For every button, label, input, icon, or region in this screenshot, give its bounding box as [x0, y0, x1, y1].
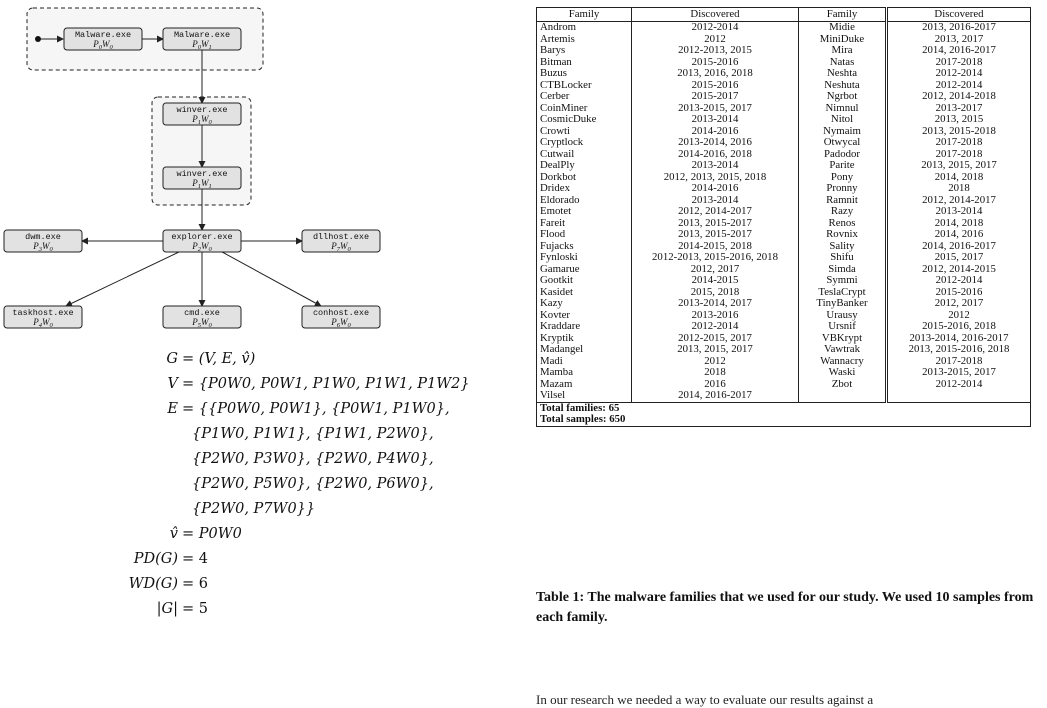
- cell-family-2: Padodor: [799, 149, 887, 161]
- cell-discovered-1: 2013, 2015-2017: [632, 218, 799, 230]
- cell-family-1: Gootkit: [537, 275, 632, 287]
- header-discovered-1: Discovered: [632, 8, 799, 22]
- cell-family-1: Mamba: [537, 367, 632, 379]
- cell-discovered-1: 2012, 2017: [632, 264, 799, 276]
- node-process-name: cmd.exe: [184, 308, 220, 318]
- formula-e-cont-1: {P1W0, P1W1}, {P1W1, P2W0},: [192, 426, 434, 442]
- cell-discovered-2: 2012-2014: [887, 379, 1031, 391]
- cell-discovered-2: 2012-2014: [887, 80, 1031, 92]
- cell-family-1: Kovter: [537, 310, 632, 322]
- cell-discovered-2: 2015, 2017: [887, 252, 1031, 264]
- cell-family-2: [799, 390, 887, 402]
- cell-discovered-2: 2012: [887, 310, 1031, 322]
- formula-root-rhs: = P0W0: [182, 526, 242, 542]
- body-text-partial: In our research we needed a way to evaluate our results against a: [536, 692, 874, 707]
- total-samples-row: [537, 414, 1031, 426]
- cell-family-2: Parite: [799, 160, 887, 172]
- node-label: $P_3W_0$: [33, 241, 53, 253]
- cell-discovered-1: 2015-2017: [632, 91, 799, 103]
- cell-discovered-2: 2012-2014: [887, 275, 1031, 287]
- formula-pd-lhs: PD(G): [133, 551, 178, 567]
- node-label: $P_0W_1$: [192, 39, 212, 51]
- table-row: [537, 229, 1031, 241]
- cell-family-1: Bitman: [537, 57, 632, 69]
- header-family-2: Family: [799, 8, 887, 22]
- table-row: [537, 183, 1031, 195]
- cell-family-1: Vilsel: [537, 390, 632, 402]
- cell-discovered-2: 2013-2014: [887, 206, 1031, 218]
- cell-family-2: VBKrypt: [799, 333, 887, 345]
- cell-discovered-1: 2015, 2018: [632, 287, 799, 299]
- cell-discovered-1: 2014-2016: [632, 183, 799, 195]
- node-process-name: dllhost.exe: [312, 232, 370, 242]
- cell-discovered-2: 2012, 2014-2017: [887, 195, 1031, 207]
- formula-size-rhs: = 5: [182, 601, 208, 617]
- cell-discovered-1: 2012: [632, 356, 799, 368]
- cell-family-2: Waski: [799, 367, 887, 379]
- cell-family-2: Nimnul: [799, 103, 887, 115]
- cell-family-2: Midie: [799, 22, 887, 34]
- cell-family-2: Pony: [799, 172, 887, 184]
- cell-discovered-2: 2013, 2015, 2017: [887, 160, 1031, 172]
- node-process-name: explorer.exe: [171, 232, 233, 242]
- header-family-1: Family: [537, 8, 632, 22]
- graph-node: [302, 230, 380, 253]
- cell-family-2: TinyBanker: [799, 298, 887, 310]
- cell-discovered-2: 2014, 2016: [887, 229, 1031, 241]
- malware-families-table: [536, 7, 1031, 427]
- cell-family-1: CoinMiner: [537, 103, 632, 115]
- cell-family-2: Otwycal: [799, 137, 887, 149]
- table-row: [537, 252, 1031, 264]
- node-label: $P_7W_0$: [331, 241, 351, 253]
- cell-discovered-2: 2017-2018: [887, 356, 1031, 368]
- formula-g-lhs: G: [166, 351, 178, 367]
- cell-discovered-2: 2017-2018: [887, 137, 1031, 149]
- graph-node: [163, 28, 241, 51]
- cell-family-2: Nitol: [799, 114, 887, 126]
- cell-family-2: Nymaim: [799, 126, 887, 138]
- cell-family-2: Simda: [799, 264, 887, 276]
- table-row: [537, 68, 1031, 80]
- cell-discovered-1: 2012, 2014-2017: [632, 206, 799, 218]
- cell-family-2: Sality: [799, 241, 887, 253]
- formula-v-lhs: V: [167, 376, 178, 392]
- cell-family-1: Kryptik: [537, 333, 632, 345]
- cell-discovered-1: 2013-2014, 2016: [632, 137, 799, 149]
- cell-family-2: Shifu: [799, 252, 887, 264]
- graph-node: [163, 103, 241, 126]
- cell-discovered-2: [887, 390, 1031, 402]
- graph-node: [163, 167, 241, 190]
- node-label: $P_0W_0$: [93, 39, 113, 51]
- total-families: Total families: 65: [537, 402, 1031, 414]
- total-samples: Total samples: 650: [537, 414, 1031, 426]
- cell-discovered-2: 2013, 2015-2018: [887, 126, 1031, 138]
- formula-pd-rhs: = 4: [182, 551, 208, 567]
- cell-family-2: TeslaCrypt: [799, 287, 887, 299]
- formula-size-lhs: |G|: [156, 601, 178, 617]
- cell-family-2: Ramnit: [799, 195, 887, 207]
- cell-discovered-1: 2013-2014: [632, 160, 799, 172]
- cell-discovered-1: 2013, 2016, 2018: [632, 68, 799, 80]
- process-graph: [0, 0, 520, 345]
- node-process-name: Malware.exe: [173, 30, 231, 40]
- cell-family-1: Mazam: [537, 379, 632, 391]
- cell-family-2: Zbot: [799, 379, 887, 391]
- cell-family-2: Vawtrak: [799, 344, 887, 356]
- cell-discovered-2: 2014, 2016-2017: [887, 45, 1031, 57]
- cell-family-2: Symmi: [799, 275, 887, 287]
- cell-discovered-1: 2012, 2013, 2015, 2018: [632, 172, 799, 184]
- cell-family-1: Flood: [537, 229, 632, 241]
- cell-family-2: Urausy: [799, 310, 887, 322]
- formula-v-rhs: = {P0W0, P0W1, P1W0, P1W1, P1W2}: [182, 376, 470, 392]
- start-point: [35, 36, 41, 42]
- cell-family-1: Androm: [537, 22, 632, 34]
- cell-family-1: Dorkbot: [537, 172, 632, 184]
- malware-families-table-wrap: [536, 7, 1031, 427]
- cell-discovered-1: 2012-2013, 2015: [632, 45, 799, 57]
- cell-family-1: Kazy: [537, 298, 632, 310]
- cell-discovered-1: 2012-2014: [632, 22, 799, 34]
- graph-edge: [66, 252, 179, 306]
- node-process-name: Malware.exe: [74, 30, 132, 40]
- cell-family-1: Madi: [537, 356, 632, 368]
- cell-discovered-2: 2012, 2014-2015: [887, 264, 1031, 276]
- cell-family-1: Fynloski: [537, 252, 632, 264]
- cell-family-1: Kasidet: [537, 287, 632, 299]
- cell-discovered-2: 2014, 2016-2017: [887, 241, 1031, 253]
- cell-discovered-1: 2012-2015, 2017: [632, 333, 799, 345]
- cell-discovered-1: 2013-2014, 2017: [632, 298, 799, 310]
- cell-discovered-1: 2012: [632, 34, 799, 46]
- cell-family-1: Dridex: [537, 183, 632, 195]
- cell-discovered-1: 2012-2014: [632, 321, 799, 333]
- cell-family-1: Fujacks: [537, 241, 632, 253]
- formula-e-rhs: = {{P0W0, P0W1}, {P0W1, P1W0},: [182, 401, 450, 417]
- cell-discovered-2: 2017-2018: [887, 149, 1031, 161]
- cell-discovered-1: 2014-2015: [632, 275, 799, 287]
- formula-e-cont-3: {P2W0, P5W0}, {P2W0, P6W0},: [192, 476, 434, 492]
- node-process-name: winver.exe: [176, 169, 228, 179]
- cell-family-1: Cryptlock: [537, 137, 632, 149]
- cell-family-2: MiniDuke: [799, 34, 887, 46]
- table-row: [537, 344, 1031, 356]
- cell-discovered-2: 2013-2014, 2016-2017: [887, 333, 1031, 345]
- table-row: [537, 379, 1031, 391]
- cell-discovered-1: 2013-2014: [632, 114, 799, 126]
- cell-discovered-1: 2015-2016: [632, 80, 799, 92]
- cell-discovered-1: 2013, 2015, 2017: [632, 344, 799, 356]
- cell-family-2: Ngrbot: [799, 91, 887, 103]
- graph-nodes: [4, 28, 380, 329]
- formula-e-lhs: E: [167, 401, 178, 417]
- table-row: [537, 390, 1031, 402]
- table-row: [537, 367, 1031, 379]
- node-label: $P_1W_1$: [192, 178, 212, 190]
- formula-root-lhs: v̂: [169, 526, 178, 542]
- cell-discovered-2: 2012, 2014-2018: [887, 91, 1031, 103]
- cell-family-1: Barys: [537, 45, 632, 57]
- node-label: $P_5W_0$: [192, 317, 212, 329]
- table-header-row: [537, 8, 1031, 22]
- graph-node: [302, 306, 380, 329]
- graph-node: [163, 306, 241, 329]
- cell-family-1: Kraddare: [537, 321, 632, 333]
- graph-node: [4, 230, 82, 253]
- cell-discovered-2: 2013, 2017: [887, 34, 1031, 46]
- cell-family-2: Ursnif: [799, 321, 887, 333]
- cell-discovered-1: 2013, 2015-2017: [632, 229, 799, 241]
- cell-discovered-2: 2013-2015, 2017: [887, 367, 1031, 379]
- formula-g-rhs: = (V, E, v̂): [182, 351, 256, 367]
- cell-family-1: Madangel: [537, 344, 632, 356]
- cell-discovered-1: 2014-2016, 2018: [632, 149, 799, 161]
- table-row: [537, 321, 1031, 333]
- cell-discovered-2: 2013, 2016-2017: [887, 22, 1031, 34]
- cell-family-2: Rovnix: [799, 229, 887, 241]
- node-process-name: winver.exe: [176, 105, 228, 115]
- formula-wd-lhs: WD(G): [128, 576, 178, 592]
- graph-edge: [222, 252, 321, 306]
- cell-discovered-2: 2015-2016: [887, 287, 1031, 299]
- cell-family-2: Neshta: [799, 68, 887, 80]
- cell-family-1: Emotet: [537, 206, 632, 218]
- node-label: $P_1W_0$: [192, 114, 212, 126]
- node-process-name: taskhost.exe: [12, 308, 74, 318]
- formula-e-cont-2: {P2W0, P3W0}, {P2W0, P4W0},: [192, 451, 434, 467]
- cell-discovered-1: 2016: [632, 379, 799, 391]
- cell-family-1: Artemis: [537, 34, 632, 46]
- cell-family-1: Cerber: [537, 91, 632, 103]
- cell-discovered-2: 2012, 2017: [887, 298, 1031, 310]
- cell-family-2: Neshuta: [799, 80, 887, 92]
- cell-family-1: Eldorado: [537, 195, 632, 207]
- node-label: $P_6W_0$: [331, 317, 351, 329]
- cell-discovered-2: 2012-2014: [887, 68, 1031, 80]
- graph-node: [64, 28, 142, 51]
- table-row: [537, 298, 1031, 310]
- node-label: $P_2W_0$: [192, 241, 212, 253]
- node-label: $P_4W_0$: [33, 317, 53, 329]
- cell-discovered-1: 2018: [632, 367, 799, 379]
- graph-node: [4, 306, 82, 329]
- cell-family-1: CTBLocker: [537, 80, 632, 92]
- cell-discovered-1: 2012-2013, 2015-2016, 2018: [632, 252, 799, 264]
- cell-discovered-1: 2013-2014: [632, 195, 799, 207]
- table-body: [537, 22, 1031, 403]
- cell-family-2: Wannacry: [799, 356, 887, 368]
- cell-family-1: DealPly: [537, 160, 632, 172]
- table-row: [537, 91, 1031, 103]
- table-row: [537, 45, 1031, 57]
- cell-family-2: Razy: [799, 206, 887, 218]
- cell-family-1: CosmicDuke: [537, 114, 632, 126]
- formula-e-cont-4: {P2W0, P7W0}}: [192, 501, 316, 517]
- cell-family-2: Natas: [799, 57, 887, 69]
- node-process-name: conhost.exe: [312, 308, 370, 318]
- table-row: [537, 160, 1031, 172]
- cell-family-1: Crowti: [537, 126, 632, 138]
- table-row: [537, 137, 1031, 149]
- table-row: [537, 22, 1031, 34]
- cell-discovered-2: 2013-2017: [887, 103, 1031, 115]
- cell-discovered-2: 2013, 2015-2016, 2018: [887, 344, 1031, 356]
- cell-discovered-1: 2013-2016: [632, 310, 799, 322]
- cell-family-2: Pronny: [799, 183, 887, 195]
- cell-family-1: Buzus: [537, 68, 632, 80]
- cell-discovered-1: 2014-2015, 2018: [632, 241, 799, 253]
- cell-family-1: Cutwail: [537, 149, 632, 161]
- table-row: [537, 275, 1031, 287]
- cell-discovered-1: 2015-2016: [632, 57, 799, 69]
- formula-wd-rhs: = 6: [182, 576, 208, 592]
- cell-discovered-2: 2013, 2015: [887, 114, 1031, 126]
- cell-discovered-2: 2015-2016, 2018: [887, 321, 1031, 333]
- graph-node: [163, 230, 241, 253]
- cell-discovered-2: 2018: [887, 183, 1031, 195]
- table-caption: Table 1: The malware families that we used for our study. We used 10 samples from each family.: [536, 590, 1034, 625]
- header-discovered-2: Discovered: [887, 8, 1031, 22]
- cell-family-2: Renos: [799, 218, 887, 230]
- node-process-name: dwm.exe: [25, 232, 61, 242]
- cell-discovered-2: 2017-2018: [887, 57, 1031, 69]
- cell-discovered-1: 2014, 2016-2017: [632, 390, 799, 402]
- cell-discovered-1: 2013-2015, 2017: [632, 103, 799, 115]
- cell-family-1: Fareit: [537, 218, 632, 230]
- cell-discovered-2: 2014, 2018: [887, 218, 1031, 230]
- cell-family-1: Gamarue: [537, 264, 632, 276]
- cell-family-2: Mira: [799, 45, 887, 57]
- table-row: [537, 206, 1031, 218]
- cell-discovered-1: 2014-2016: [632, 126, 799, 138]
- cell-discovered-2: 2014, 2018: [887, 172, 1031, 184]
- table-row: [537, 114, 1031, 126]
